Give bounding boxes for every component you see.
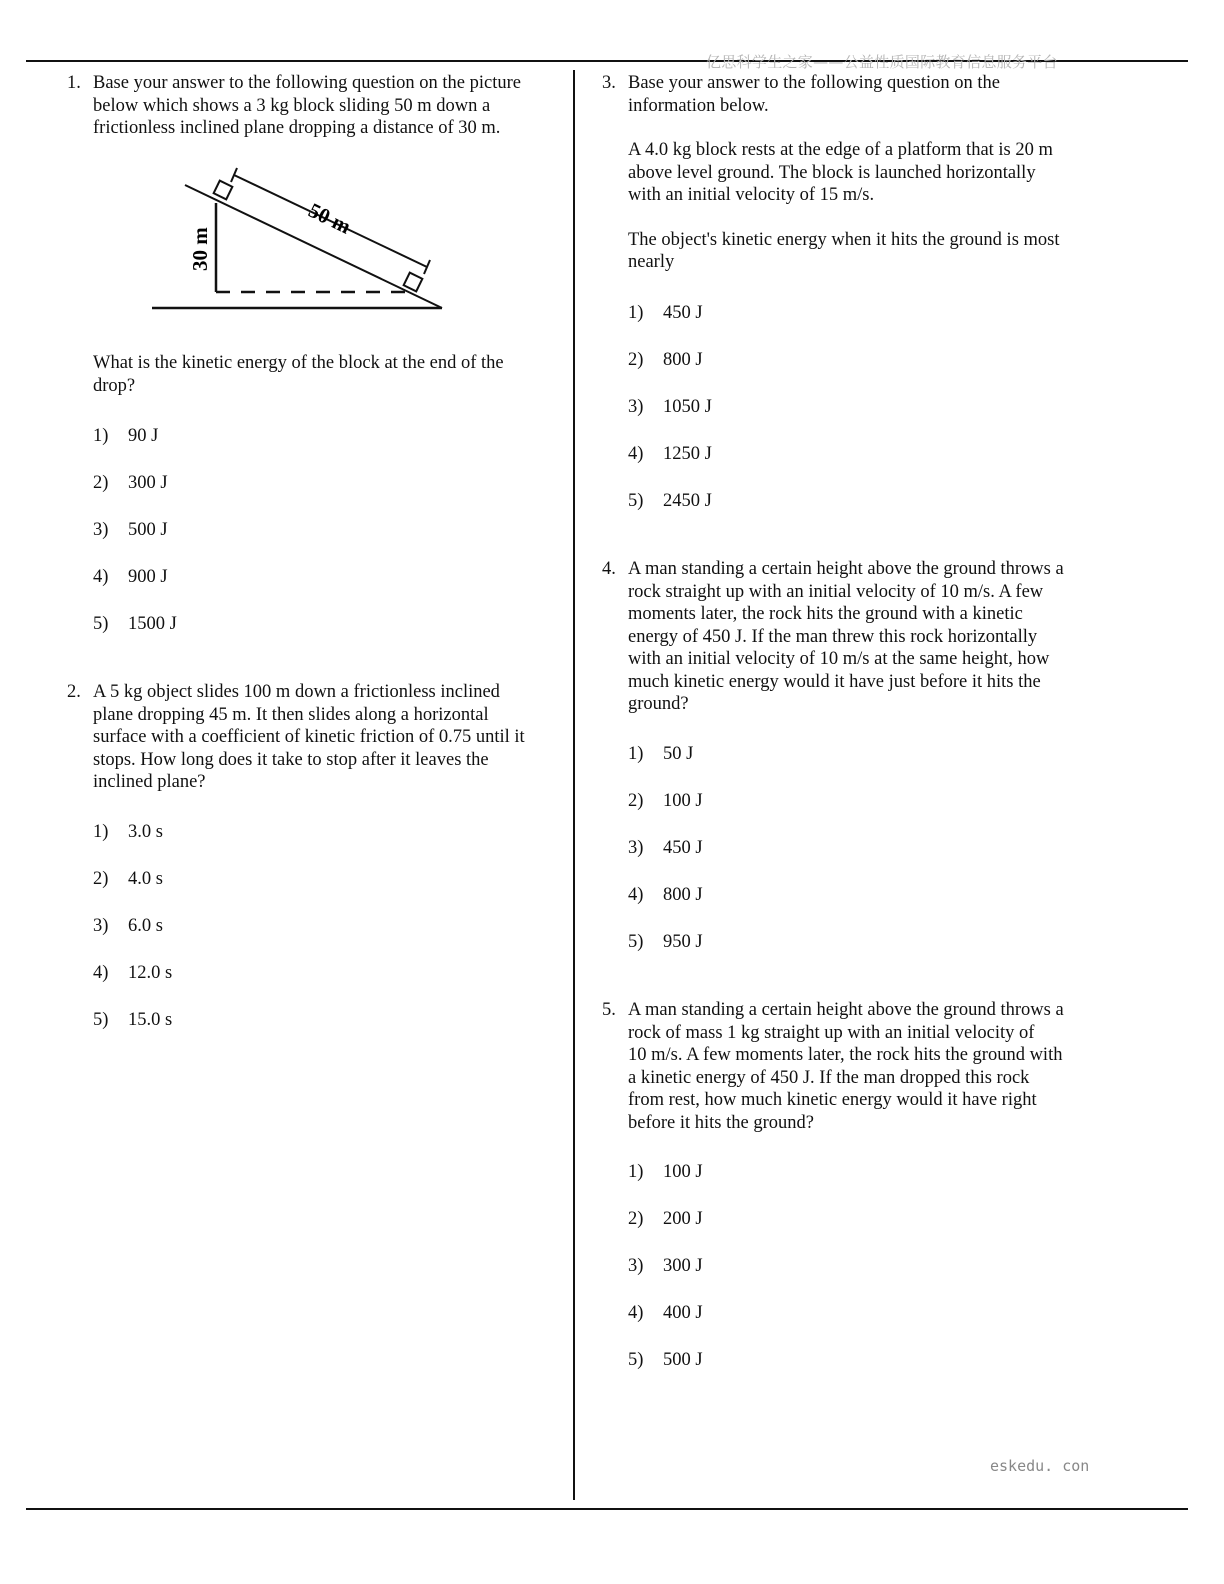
answer-choice[interactable]: 3) 450 J <box>628 838 703 858</box>
question-intro: Base your answer to the following question on the picture below which shows a 3 kg block sliding 50 m down a frictionless inclined plane dropping a distance of 30 m. <box>93 73 521 138</box>
incline-diagram <box>150 165 450 322</box>
question-number: 5. <box>602 1000 616 1020</box>
answer-choice[interactable]: 5) 15.0 s <box>93 1010 173 1030</box>
answer-choice[interactable]: 5) 500 J <box>628 1350 703 1370</box>
answer-choice[interactable]: 5) 1500 J <box>93 614 177 634</box>
question-intro: Base your answer to the following question on the information below. <box>628 73 1000 116</box>
question-number: 1. <box>67 73 81 93</box>
question-prompt: A man standing a certain height above the ground throws a rock straight up with an initial velocity of 10 m/s. A few moments later, the rock hits the ground with a kinetic energy of 450 J. If the man threw this rock horizontally with an initial velocity of 10 m/s at the same height, how much kinetic energy would it have just before it hits the ground? <box>628 559 1064 714</box>
answer-choice[interactable]: 4) 900 J <box>93 567 168 587</box>
answer-choice[interactable]: 3) 6.0 s <box>93 916 163 936</box>
answer-choice[interactable]: 4) 400 J <box>628 1303 703 1323</box>
answer-choice[interactable]: 4) 12.0 s <box>93 963 173 983</box>
question-number: 3. <box>602 73 616 93</box>
question-prompt: A man standing a certain height above the ground throws a rock of mass 1 kg straight up with an initial velocity of 10 m/s. A few moments later, the rock hits the ground with a kinetic energy of 450 J. If the man dropped this rock from rest, how much kinetic energy would it have right before it hits the ground? <box>628 1000 1064 1133</box>
answer-choice[interactable]: 2) 800 J <box>628 350 703 370</box>
answer-choice[interactable]: 4) 800 J <box>628 885 703 905</box>
answer-choice[interactable]: 4) 1250 J <box>628 444 712 464</box>
watermark-footer: eskedu. con <box>990 1457 1090 1475</box>
question-info: A 4.0 kg block rests at the edge of a platform that is 20 m above level ground. The block is launched horizontally with an initial velocity of 15 m/s. <box>628 140 1053 205</box>
answer-choice[interactable]: 1) 3.0 s <box>93 822 163 842</box>
answer-choice[interactable]: 1) 50 J <box>628 744 694 764</box>
block-top <box>214 181 233 200</box>
watermark-header: 亿思科学生之家——公益性质国际教育信息服务平台 <box>706 53 1058 71</box>
answer-choice[interactable]: 1) 90 J <box>93 426 159 446</box>
answer-choice[interactable]: 3) 500 J <box>93 520 168 540</box>
question-prompt: A 5 kg object slides 100 m down a frictionless inclined plane dropping 45 m. It then slides along a horizontal surface with a coefficient of kinetic friction of 0.75 until it stops. How long does it take to stop after it leaves the inclined plane? <box>93 682 525 792</box>
question-prompt: What is the kinetic energy of the block at the end of the drop? <box>93 353 504 396</box>
question-prompt: The object's kinetic energy when it hits the ground is most nearly <box>628 229 1060 272</box>
slope-label: 50 m <box>304 197 355 239</box>
answer-choice[interactable]: 2) 200 J <box>628 1209 703 1229</box>
bottom-rule <box>26 1508 1188 1510</box>
question-number: 4. <box>602 559 616 579</box>
question-number: 2. <box>67 682 81 702</box>
answer-choice[interactable]: 2) 300 J <box>93 473 168 493</box>
answer-choice[interactable]: 2) 100 J <box>628 791 703 811</box>
answer-choice[interactable]: 3) 1050 J <box>628 397 712 417</box>
block-bottom <box>404 273 423 292</box>
answer-choice[interactable]: 1) 100 J <box>628 1162 703 1182</box>
answer-choice[interactable]: 3) 300 J <box>628 1256 703 1276</box>
answer-choice[interactable]: 2) 4.0 s <box>93 869 163 889</box>
answer-choice[interactable]: 5) 2450 J <box>628 491 712 511</box>
height-label: 30 m <box>188 227 212 271</box>
answer-choice[interactable]: 1) 450 J <box>628 303 703 323</box>
answer-choice[interactable]: 5) 950 J <box>628 932 703 952</box>
column-divider <box>573 70 575 1500</box>
